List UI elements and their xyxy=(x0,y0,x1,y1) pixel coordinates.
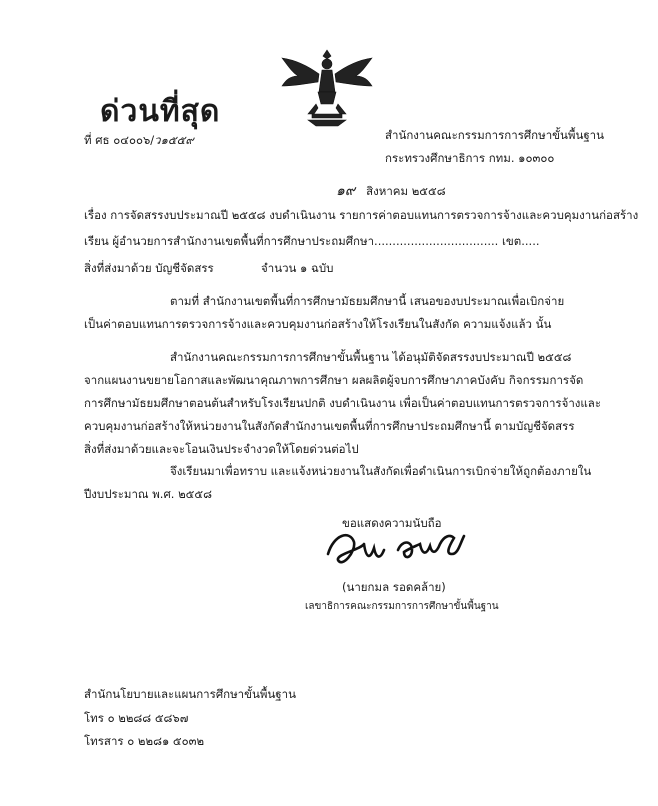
paragraph-2-line-5: สิ่งที่ส่งมาด้วยและจะโอนเงินประจำงวดให้โดยด่วนต่อไป xyxy=(84,442,359,456)
paragraph-2-line-1: สำนักงานคณะกรรมการการศึกษาขั้นพื้นฐาน ได้อนุมัติจัดสรรงบประมาณปี ๒๕๕๘ xyxy=(170,350,572,364)
paragraph-2-line-2: จากแผนงานขยายโอกาสและพัฒนาคุณภาพการศึกษา ผลผลิตผู้จบการศึกษาภาคบังคับ กิจกรรมการจัด xyxy=(84,373,584,387)
enclosure-line xyxy=(84,263,333,275)
paragraph-3-line-2: ปีงบประมาณ พ.ศ. ๒๕๕๘ xyxy=(84,487,212,501)
to-line: เรียน ผู้อำนวยการสำนักงานเขตพื้นที่การศึกษาประถมศึกษา.................................. เขต..... xyxy=(84,234,540,248)
garuda-emblem xyxy=(278,46,376,132)
sender-ministry: กระทรวงศึกษาธิการ กทม. ๑๐๓๐๐ xyxy=(385,151,555,165)
sender-org: สำนักงานคณะกรรมการการศึกษาขั้นพื้นฐาน xyxy=(385,128,604,142)
ref-number: ๐๔๐๐๖/ xyxy=(113,133,155,147)
paragraph-2-line-4: ควบคุมงานก่อสร้างให้หน่วยงานในสังกัดสำนักงานเขตพื้นที่การศึกษาประถมศึกษานี้ ตามบัญชีจัดสรร xyxy=(84,419,575,433)
letter-date xyxy=(336,180,446,202)
paragraph-3-line-1: จึงเรียนมาเพื่อทราบ และแจ้งหน่วยงานในสังกัดเพื่อดำเนินการเบิกจ่ายให้ถูกต้องภายใน xyxy=(170,464,592,478)
urgent-stamp: ด่วนที่สุด xyxy=(100,94,221,129)
signature xyxy=(320,524,470,578)
signer-name: (นายกมล รอดคล้าย) xyxy=(342,580,446,594)
enclosure-label: สิ่งที่ส่งมาด้วย บัญชีจัดสรร xyxy=(84,261,214,275)
paragraph-1-line-2: เป็นค่าตอบแทนการตรวจการจ้างและควบคุมงานก่อสร้างให้โรงเรียนในสังกัด ความแจ้งแล้ว นั้น xyxy=(84,317,552,331)
subject-line: เรื่อง การจัดสรรงบประมาณปี ๒๕๕๘ งบดำเนินงาน รายการค่าตอบแทนการตรวจการจ้างและควบคุมงานก่อสร้าง xyxy=(84,208,639,222)
enclosure-quantity: จำนวน ๑ ฉบับ xyxy=(261,261,334,275)
paragraph-1-line-1: ตามที่ สำนักงานเขตพื้นที่การศึกษามัธยมศึกษานี้ เสนอของบประมาณเพื่อเบิกจ่าย xyxy=(170,294,565,308)
footer-phone: โทร ๐ ๒๒๘๘ ๕๘๖๗ xyxy=(84,711,189,725)
closing-phrase: ขอแสดงความนับถือ xyxy=(342,516,442,530)
ref-label: ที่ ศธ xyxy=(84,133,110,147)
footer-office: สำนักนโยบายและแผนการศึกษาขั้นพื้นฐาน xyxy=(84,687,296,701)
ref-handwritten: ว๑๕๕๙ xyxy=(154,133,194,147)
date-day: ๑๙ xyxy=(336,183,356,199)
paragraph-2-line-3: การศึกษามัธยมศึกษาตอนต้นสำหรับโรงเรียนปกติ งบดำเนินงาน เพื่อเป็นค่าตอบแทนการตรวจการจ้างและ xyxy=(84,396,602,410)
signer-title: เลขาธิการคณะกรรมการการศึกษาขั้นพื้นฐาน xyxy=(305,601,499,612)
date-month-year: สิงหาคม ๒๕๕๘ xyxy=(366,184,446,198)
reference-number xyxy=(84,132,194,150)
footer-fax: โทรสาร ๐ ๒๒๘๑ ๕๐๓๒ xyxy=(84,734,205,748)
